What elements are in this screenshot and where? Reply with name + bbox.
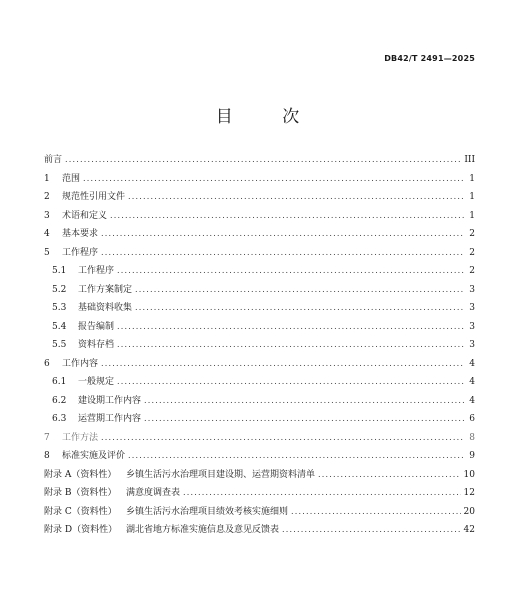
toc-dot-leader bbox=[117, 336, 464, 355]
toc-entry-number: 5.3 bbox=[52, 303, 67, 313]
toc-entry-page: 1 bbox=[469, 192, 475, 202]
toc-entry-page: 4 bbox=[469, 395, 475, 406]
toc-entry-label: 湖北省地方标准实施信息及意见反馈表 bbox=[126, 525, 280, 535]
toc-entry-page: 2 bbox=[469, 266, 475, 276]
toc-dot-leader bbox=[101, 225, 464, 244]
toc-entry-page: 3 bbox=[469, 303, 475, 313]
toc-entry-page: 10 bbox=[463, 469, 475, 480]
toc-entry-number: 5.4 bbox=[52, 321, 67, 332]
toc-dot-leader bbox=[128, 188, 464, 207]
toc-entry-number: 3 bbox=[44, 210, 50, 221]
toc-entry-number: 6.3 bbox=[52, 414, 67, 424]
toc-entry[interactable] bbox=[44, 151, 475, 170]
toc-entry[interactable] bbox=[44, 521, 475, 540]
toc-entry-label: 建设期工作内容 bbox=[78, 395, 142, 406]
toc-entry-number: 8 bbox=[44, 451, 50, 461]
toc-dot-leader bbox=[291, 503, 461, 522]
toc-dot-leader bbox=[65, 151, 461, 170]
toc-entry-number: 6.2 bbox=[52, 395, 67, 406]
toc-entry[interactable] bbox=[44, 355, 475, 374]
toc-entry-number: 4 bbox=[44, 229, 50, 239]
toc-entry[interactable] bbox=[44, 392, 475, 411]
toc-entry-number: 5 bbox=[44, 247, 50, 258]
toc-entry[interactable] bbox=[44, 244, 475, 263]
toc-entry[interactable] bbox=[44, 503, 475, 522]
toc-entry-page: 42 bbox=[463, 525, 475, 535]
toc-entry-number: 附录 B（资料性） bbox=[44, 488, 117, 498]
toc-entry-number: 5.1 bbox=[52, 266, 67, 276]
toc-entry[interactable] bbox=[44, 188, 475, 207]
toc-dot-leader bbox=[117, 318, 464, 337]
toc-entry-label: 规范性引用文件 bbox=[62, 192, 126, 202]
toc-entry-number: 6.1 bbox=[52, 377, 67, 387]
toc-entry-number: 6 bbox=[44, 358, 50, 369]
toc-dot-leader bbox=[83, 170, 464, 189]
toc-entry-page: 4 bbox=[469, 358, 475, 369]
toc-entry-number: 5.5 bbox=[52, 340, 67, 350]
toc-entry-label: 运营期工作内容 bbox=[78, 414, 142, 424]
toc-dot-leader bbox=[101, 355, 464, 374]
toc-dot-leader bbox=[135, 281, 464, 300]
toc-entry[interactable] bbox=[44, 262, 475, 281]
toc-entry-label: 乡镇生活污水治理项目绩效考核实施细则 bbox=[126, 506, 289, 517]
toc-entry-number: 附录 A（资料性） bbox=[44, 469, 117, 480]
toc-dot-leader bbox=[128, 447, 464, 466]
toc-entry[interactable] bbox=[44, 281, 475, 300]
toc-entry-label: 工作程序 bbox=[62, 247, 99, 258]
toc-dot-leader bbox=[101, 244, 464, 263]
toc-entry-label: 标准实施及评价 bbox=[62, 451, 126, 461]
toc-entry-label: 范围 bbox=[62, 173, 81, 184]
toc-entry-label: 资料存档 bbox=[78, 340, 115, 350]
toc-entry-number: 1 bbox=[44, 173, 50, 184]
toc-entry-label: 满意度调查表 bbox=[126, 488, 181, 498]
toc-dot-leader bbox=[135, 299, 464, 318]
toc-entry-number: 附录 D（资料性） bbox=[44, 525, 118, 535]
toc-entry-label: 一般规定 bbox=[78, 377, 115, 387]
toc-dot-leader bbox=[144, 410, 464, 429]
toc-entry[interactable] bbox=[44, 318, 475, 337]
toc-entry-label: 术语和定义 bbox=[62, 210, 108, 221]
toc-entry-page: 2 bbox=[469, 247, 475, 258]
toc-entry[interactable] bbox=[44, 299, 475, 318]
toc-entry[interactable] bbox=[44, 336, 475, 355]
toc-entry-page: 12 bbox=[463, 488, 475, 498]
toc-entry-label: 前言 bbox=[44, 155, 63, 165]
toc-dot-leader bbox=[110, 207, 464, 226]
toc-entry-page: 6 bbox=[469, 414, 475, 424]
toc-entry-number: 5.2 bbox=[52, 284, 67, 295]
toc-entry-label: 工作方案制定 bbox=[78, 284, 133, 295]
toc-entry-number: 2 bbox=[44, 192, 50, 202]
toc-entry-page: 9 bbox=[469, 451, 475, 461]
toc-entry[interactable] bbox=[44, 466, 475, 485]
toc-entry-page: 4 bbox=[469, 377, 475, 387]
toc-entry-page: 20 bbox=[463, 506, 475, 517]
toc-dot-leader bbox=[318, 466, 461, 485]
toc-entry-page: 8 bbox=[469, 432, 475, 443]
toc-entry-label: 基本要求 bbox=[62, 229, 99, 239]
toc-entry-page: III bbox=[464, 155, 475, 165]
toc-dot-leader bbox=[282, 521, 461, 540]
toc-entry[interactable] bbox=[44, 410, 475, 429]
toc-entry-page: 3 bbox=[469, 340, 475, 350]
toc-dot-leader bbox=[117, 373, 464, 392]
toc-entry-page: 3 bbox=[469, 321, 475, 332]
toc-entry[interactable] bbox=[44, 373, 475, 392]
toc-dot-leader bbox=[183, 484, 461, 503]
toc-entry[interactable] bbox=[44, 484, 475, 503]
toc-entry-label: 工作内容 bbox=[62, 358, 99, 369]
toc-dot-leader bbox=[101, 429, 464, 448]
standard-code: DB42/T 2491—2025 bbox=[384, 54, 475, 63]
toc-entry-page: 2 bbox=[469, 229, 475, 239]
toc-entry[interactable] bbox=[44, 225, 475, 244]
table-of-contents bbox=[44, 151, 475, 540]
toc-entry-label: 乡镇生活污水治理项目建设期、运营期资料清单 bbox=[126, 469, 316, 480]
toc-entry-page: 1 bbox=[469, 210, 475, 221]
toc-entry-label: 工作程序 bbox=[78, 266, 115, 276]
toc-entry-page: 1 bbox=[469, 173, 475, 184]
toc-entry[interactable] bbox=[44, 207, 475, 226]
toc-dot-leader bbox=[144, 392, 464, 411]
toc-dot-leader bbox=[117, 262, 464, 281]
toc-entry-number: 附录 C（资料性） bbox=[44, 506, 117, 517]
toc-entry[interactable] bbox=[44, 170, 475, 189]
toc-entry[interactable] bbox=[44, 429, 475, 448]
page-title: 目 次 bbox=[215, 107, 322, 127]
toc-entry[interactable] bbox=[44, 447, 475, 466]
toc-entry-number: 7 bbox=[44, 432, 50, 443]
toc-entry-label: 报告编制 bbox=[78, 321, 115, 332]
toc-entry-page: 3 bbox=[469, 284, 475, 295]
toc-entry-label: 基础资料收集 bbox=[78, 303, 133, 313]
toc-entry-label: 工作方法 bbox=[62, 432, 99, 443]
